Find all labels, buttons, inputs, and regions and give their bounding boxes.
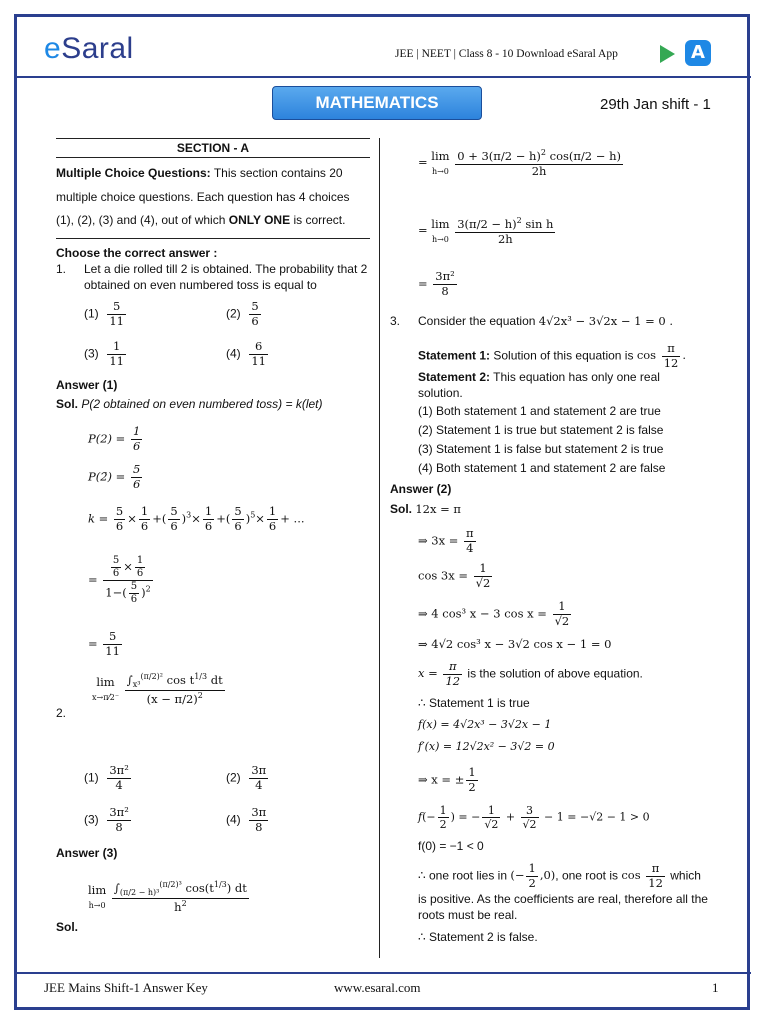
q2-option-4[interactable]: (4) $\frac{3\pi}{8}$ [226, 805, 267, 834]
q2-option-3[interactable]: (3) $\frac{\text{3π²}}{8}$ [84, 805, 129, 834]
q3-sol-first: Sol. 12x = π [390, 502, 461, 516]
q3-step-3x: ⇒ 3x = $\frac{\pi}{4}$ [418, 526, 474, 555]
column-divider [379, 138, 380, 958]
q1-step-p2bar: P(2̄) = $\frac{5}{6}$ [88, 462, 141, 491]
q3-option-4[interactable]: (4) Both statement 1 and statement 2 are false [418, 461, 666, 475]
q1-option-2[interactable]: (2) $\frac{5}{6}$ [226, 299, 259, 328]
q3-step-real-roots: is positive. As the coefficients are real, therefore all the roots must be real. [418, 892, 708, 922]
q3-statement-1: Statement 1: Solution of this equation is cos $\frac{\pi}{12}$ . [418, 341, 687, 370]
q3-step-solution: x = $\frac{\pi}{12}$ is the solution of above equation. [418, 659, 643, 688]
q2-number: 2. [56, 706, 67, 720]
q3-step-fx: f(x) = 4√2x³ − 3√2x − 1 [418, 718, 552, 731]
q3-step-roots: ⇒ x = ± $\frac{1}{2}$ [418, 765, 476, 794]
q1-option-3[interactable]: (3) $\frac{1}{11}$ [84, 339, 124, 368]
footer-left: JEE Mains Shift-1 Answer Key [44, 980, 208, 995]
q2-option-1[interactable]: (1) $\frac{\text{3π²}}{4}$ [84, 763, 129, 792]
footer-divider [17, 972, 751, 974]
q1-text: Let a die rolled till 2 is obtained. The probability that 2 obtained on even numbered toss is equal to [84, 262, 368, 292]
q2-option-2[interactable]: (2) $\frac{3\pi}{4}$ [226, 763, 267, 792]
esaral-logo: eSaral [44, 32, 134, 65]
q2-answer: Answer (3) [56, 846, 118, 860]
q2-sol-label: Sol. [56, 920, 79, 934]
q3-step-fprime: f′(x) = 12√2x² − 3√2 = 0 [418, 740, 555, 753]
choose-heading: Choose the correct answer : [56, 246, 218, 261]
q3-number: 3. [390, 314, 401, 328]
header-divider [17, 76, 751, 78]
q1-solution-intro: Sol. P(2 obtained on even numbered toss) = k(let) [56, 397, 323, 411]
q1-answer: Answer (1) [56, 378, 118, 392]
right-limit-1: = lim h→0 $\frac{0 + 3(\pi/2 - h)^2 \cos(\pi/2 - h)}{2h}$ [418, 148, 621, 178]
footer-website[interactable]: www.esaral.com [334, 980, 421, 995]
section-heading: SECTION - A [56, 138, 370, 158]
subject-title: MATHEMATICS [272, 86, 482, 120]
q1-step-p2: P(2) = $\frac{1}{6}$ [88, 424, 141, 453]
q3-step-f-half: f(− $\frac{1}{2}$ ) = − $\frac{1}{√2}$ + $\frac{3}{√2}$ − 1 = −√2 − 1 > 0 [418, 804, 650, 832]
q3-step-equation: ⇒ 4√2 cos³ x − 3√2 cos x − 1 = 0 [418, 637, 612, 651]
q3-option-1[interactable]: (1) Both statement 1 and statement 2 are true [418, 404, 661, 418]
q3-step-cubic: ⇒ 4 cos³ x − 3 cos x = $\frac{1}{√2}$ [418, 599, 570, 628]
q1-number: 1. [56, 262, 67, 276]
q2-solution-limit: lim h→0 $\frac{\int_{(\pi/2 - h)^3}^{(\pi/2)^3} \cos(t^{1/3}) dt}{h^2}$ [88, 880, 247, 914]
q3-answer: Answer (2) [390, 482, 452, 496]
q3-step-f0: f(0) = −1 < 0 [418, 839, 484, 853]
left-column [56, 138, 370, 262]
right-limit-result: = $\frac{\text{3π²}}{8}$ [418, 269, 455, 298]
q1-step-k: k = $\frac{5}{6}$ × $\frac{1}{6}$ +( $\frac{5}{6}$ )$^3$× $\frac{1}{6}$ +( $\frac{5}{6}$ )$^5$× $\frac{1}{6}$ + ... [88, 504, 305, 533]
right-limit-2: = lim h→0 $\frac{3(\pi/2 - h)^2 \sin h}{2h}$ [418, 216, 554, 246]
q3-option-3[interactable]: (3) Statement 1 is false but statement 2 is true [418, 442, 664, 456]
q3-text: Consider the equation 4√2x³ − 3√2x − 1 = 0 . [418, 314, 674, 328]
footer-page-number: 1 [712, 980, 719, 995]
q1-step-final: = $\frac{5}{11}$ [88, 629, 120, 658]
play-store-icon[interactable] [660, 45, 675, 63]
header-tagline: JEE | NEET | Class 8 - 10 Download eSaral App [395, 48, 618, 60]
q3-option-2[interactable]: (2) Statement 1 is true but statement 2 is false [418, 423, 664, 437]
q1-option-4[interactable]: (4) $\frac{6}{11}$ [226, 339, 266, 368]
shift-label: 29th Jan shift - 1 [600, 96, 711, 113]
q1-option-1[interactable]: (1) $\frac{5}{11}$ [84, 299, 124, 328]
mcq-instructions: Multiple Choice Questions: This section contains 20 multiple choice questions. Each question has 4 choices (1), (2), (3) and (4), out of which ONLY ONE is correct. [56, 166, 350, 227]
q1-step-geometric: = $\frac{5}{6}$ × $\frac{1}{6}$ 1−( $\frac{5}{6}$ )$^2$ [88, 555, 151, 605]
q3-step-st2-false: ∴ Statement 2 is false. [418, 930, 538, 944]
app-store-icon[interactable]: A [685, 40, 711, 66]
q3-step-root-interval: ∴ one root lies in (− $\frac{1}{2}$ ,0), one root is cos $\frac{\pi}{12}$ which [418, 861, 701, 890]
q3-statement-2: Statement 2: This equation has only one real solution. [418, 370, 660, 400]
q3-step-cos3x: cos 3x = $\frac{1}{√2}$ [418, 561, 491, 590]
q2-limit-expression: lim x→π⁄2⁻ $\frac{\int_{x^3}^{(\pi/2)^2} \cos t^{1/3} dt}{(x - \pi/2)^2}$ [92, 672, 223, 706]
q3-step-st1-true: ∴ Statement 1 is true [418, 696, 530, 710]
